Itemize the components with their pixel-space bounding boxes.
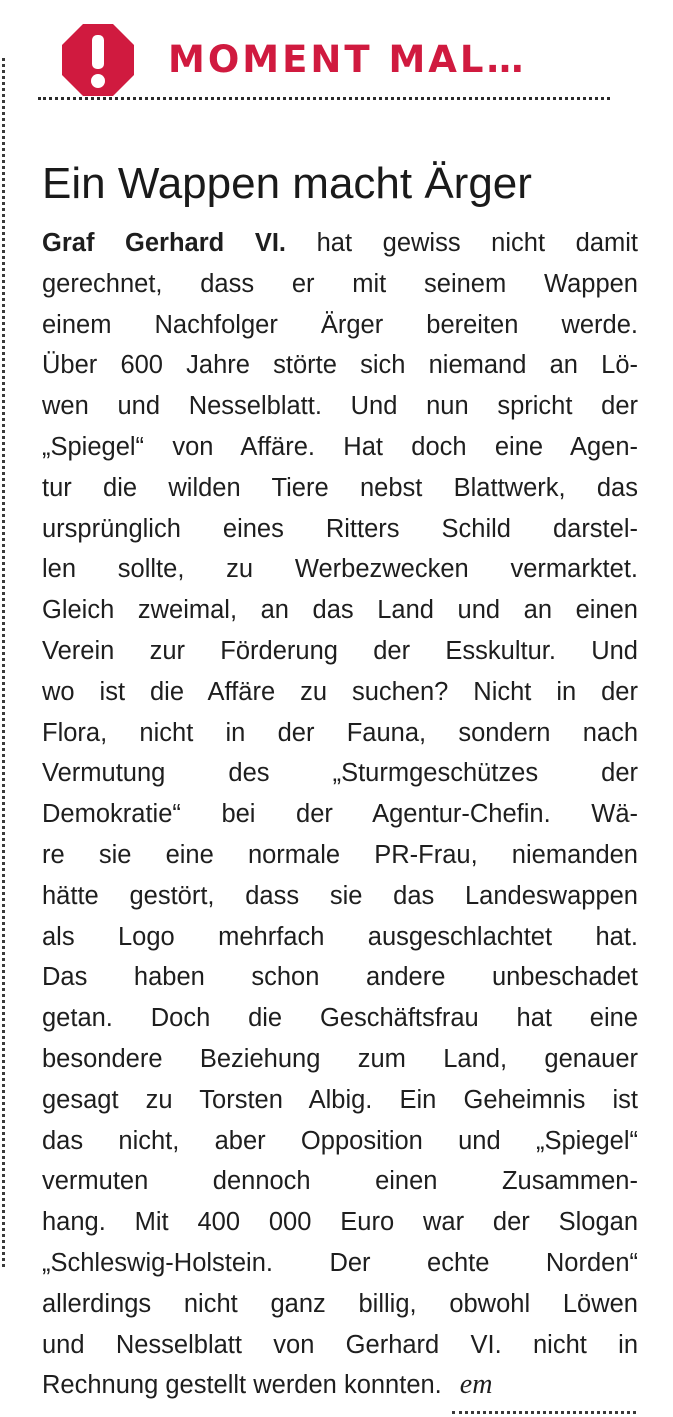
lead-name: Graf Gerhard VI. — [42, 229, 286, 257]
body-line: wo ist die Affäre zu suchen? Nicht in der — [42, 677, 638, 706]
left-dotted-rule — [2, 58, 5, 1267]
body-line — [42, 223, 638, 264]
body-line: gesagt zu Torsten Albig. Ein Geheimnis ist — [42, 1085, 638, 1114]
body-line: Demokratie“ bei der Agentur-Chefin. Wä- — [42, 800, 638, 829]
body-line: Über 600 Jahre störte sich niemand an Lö- — [42, 351, 638, 380]
body-line: ursprünglich eines Ritters Schild darstel- — [42, 514, 638, 543]
body-line: Das haben schon andere unbeschadet — [42, 963, 638, 992]
article-headline: Ein Wappen macht Ärger — [42, 159, 532, 208]
section-kicker: MOMENT MAL… — [168, 38, 527, 81]
article-body — [42, 223, 638, 1406]
author-initials: em — [459, 1369, 493, 1401]
body-line: „Spiegel“ von Affäre. Hat doch eine Agen- — [42, 432, 638, 461]
body-line: vermuten dennoch einen Zusammen- — [42, 1167, 638, 1196]
body-line: len sollte, zu Werbezwecken vermarktet. — [42, 555, 638, 584]
body-line: hang. Mit 400 000 Euro war der Slogan — [42, 1208, 638, 1237]
body-line: Flora, nicht in der Fauna, sondern nach — [42, 718, 638, 747]
body-line: Gleich zweimal, an das Land und an einen — [42, 596, 638, 625]
body-line: getan. Doch die Geschäftsfrau hat eine — [42, 1004, 638, 1033]
body-line: gerechnet, dass er mit seinem Wappen — [42, 269, 638, 298]
body-line: tur die wilden Tiere nebst Blattwerk, das — [42, 473, 638, 502]
body-line: einem Nachfolger Ärger bereiten werde. — [42, 310, 638, 339]
body-line-text: hat gewiss nicht damit — [286, 229, 638, 257]
body-line: das nicht, aber Opposition und „Spiegel“ — [42, 1126, 638, 1155]
exclamation-octagon-icon — [56, 18, 140, 102]
body-line: besondere Beziehung zum Land, genauer — [42, 1044, 638, 1073]
header-dotted-rule — [38, 97, 610, 100]
bottom-dotted-rule — [452, 1411, 636, 1414]
body-line: hätte gestört, dass sie das Landeswappen — [42, 881, 638, 910]
body-line: „Schleswig-Holstein. Der echte Norden“ — [42, 1248, 638, 1277]
body-line: allerdings nicht ganz billig, obwohl Löwen — [42, 1289, 638, 1318]
body-line: Vermutung des „Sturmgeschützes der — [42, 759, 638, 788]
section-header — [56, 18, 616, 98]
body-line: re sie eine normale PR-Frau, niemanden — [42, 840, 638, 869]
body-line: als Logo mehrfach ausgeschlachtet hat. — [42, 922, 638, 951]
body-line: Verein zur Förderung der Esskultur. Und — [42, 636, 638, 665]
body-line-text: Rechnung gestellt werden konnten. — [42, 1371, 442, 1400]
body-line: und Nesselblatt von Gerhard VI. nicht in — [42, 1330, 638, 1359]
body-line: wen und Nesselblatt. Und nun spricht der — [42, 392, 638, 421]
body-line-last — [42, 1365, 638, 1406]
